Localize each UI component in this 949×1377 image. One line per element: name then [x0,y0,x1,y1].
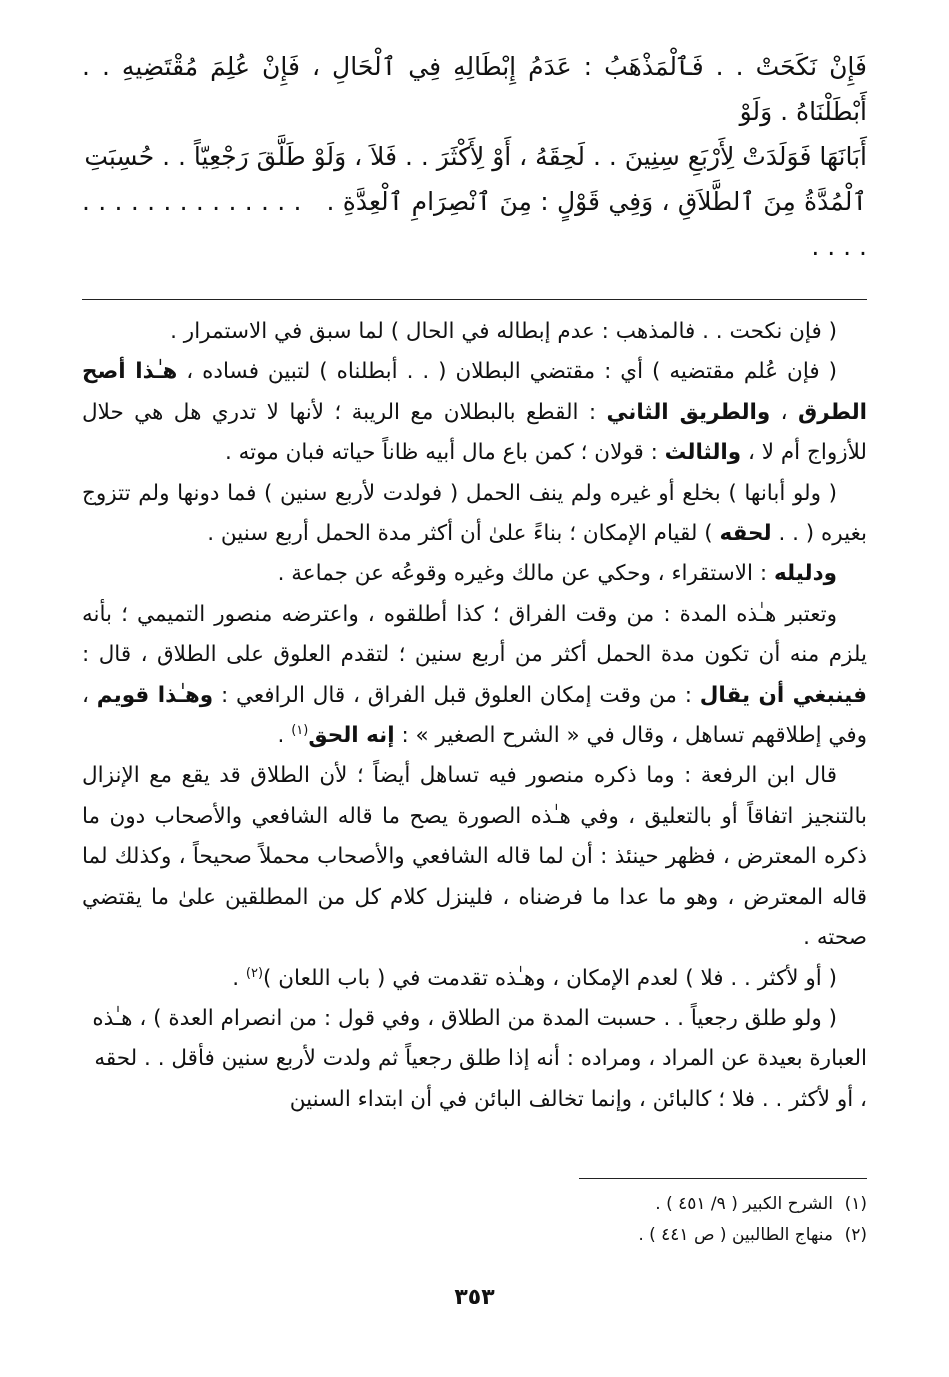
sharh-paragraph-8: ( ولو طلق رجعياً . . حسبت المدة من الطلاق ، وفي قول : من انصرام العدة ) ، هـٰذه العبارة بعيدة عن المراد ، ومراده : أنه إذا طلق رجعياً ثم ولدت لأربع سنين فأقل . . لحقه ، أو لأكثر . . فلا ؛ كالبائن ، وإنما تخالف البائن في أن ابتداء السنين [92,1005,867,1112]
sharh-p2-text-e: : القطع بالبطلان مع الريبة ؛ لأنها لا تدري هل هي حلال للأزواج أم لا ، [82,399,867,466]
sharh-p2-text-g: : قولان ؛ كمن باع مال أبيه ظاناً حياته فبان موته . [224,440,658,466]
sharh-p5-bold-d: وهـٰذا قويم [96,682,214,708]
sharh-text [82,312,867,1120]
matn-separator-rule [82,299,867,300]
footnote-separator-rule [579,1178,867,1179]
footnote-1-text: الشرح الكبير ( ٩/ ٤٥١ ) . [655,1194,833,1215]
sharh-paragraph-5 [82,595,867,757]
sharh-p5-bold-f: إنه الحق [308,723,395,749]
sharh-p3-text-c: ) لقيام الإمكان ؛ بناءً علىٰ أن أكثر مدة الحمل أربع سنين . [207,521,713,547]
sharh-p5-text-c: : من وقت إمكان العلوق قبل الفراق ، قال الرافعي : [220,682,692,708]
matn-line-2: أَبَانَهَا فَوَلَدَتْ لِأَرْبَعِ سِنِينَ . . لَحِقَهُ ، أَوْ لِأَكْثَرَ . . فَلاَ ، وَلَوْ طَلَّقَ رَجْعِيّاً . . حُسِبَتِ [84,142,867,171]
footnote-1-number: (١) [844,1194,867,1215]
sharh-p3-bold-b: لحقه [719,521,772,547]
sharh-p7-text-b: . [232,965,240,991]
sharh-paragraph-2 [82,352,867,473]
sharh-p5-text-e: ، وفي إطلاقهم تساهل ، وقال في « الشرح الصغير » : [82,682,867,749]
sharh-p5-bold-b: فينبغي أن يقال [699,682,867,708]
matn-text [82,44,867,269]
sharh-paragraph-6: قال ابن الرفعة : وما ذكره منصور فيه تساهل أيضاً ؛ لأن الطلاق قد يقع مع الإنزال بالتنجيز اتفاقاً أو بالتعليق ، وفي هـٰذه الصورة يصح ما قاله الشافعي والأصحاب دون ما ذكره المعترض ، فظهر حينئذ : أن لما قاله الشافعي والأصحاب محملاً صحيحاً ، وكذلك لما قاله المعترض ، وهو ما عدا ما فرضناه ، فلينزل كلام كل من المطلقين علىٰ ما يقتضي صحته . [82,763,867,951]
sharh-p2-bold-f: والثالث [664,440,742,466]
footnote-1 [82,1189,867,1220]
sharh-paragraph-1: ( فإن نكحت . . فالمذهب : عدم إبطاله في الحال ) لما سبق في الاستمرار . [170,319,837,344]
sharh-paragraph-7 [82,959,867,999]
footnote-ref-1[interactable]: (١) [291,722,309,738]
sharh-p5-text-g: . [277,723,285,749]
page-number: ٣٥٣ [454,1285,495,1310]
matn-line-3 [82,179,867,269]
matn-line-1: فَإِنْ نَكَحَتْ . . فَٱلْمَذْهَبُ : عَدَمُ إِبْطَالِهِ فِي ٱلْحَالِ ، فَإِنْ عُلِمَ مُقْتَضِيهِ . . أَبْطَلْنَاهُ . وَلَوْ [82,52,867,126]
sharh-p4-text-b: : الاستقراء ، وحكي عن مالك وغيره وقوعُه عن جماعة . [277,561,768,587]
footnote-2-number: (٢) [844,1225,867,1246]
sharh-p2-bold-d: والطريق الثاني [606,399,771,425]
sharh-paragraph-4 [82,554,867,594]
footnote-2 [82,1220,867,1251]
sharh-p2-bold-a: هـٰذا أصح الطرق [82,359,868,425]
footnotes [82,1189,867,1251]
sharh-p2-text-a: ( فإن عُلم مقتضيه ) أي : مقتضي البطلان ( . . أبطلناه ) لتبين فساده ، [186,359,838,385]
matn-line-3-text: ٱلْمُدَّةُ مِنَ ٱلطَّلاَقِ ، وَفِي قَوْلٍ : مِنَ ٱنْصِرَامِ ٱلْعِدَّةِ . [326,187,867,216]
footnote-ref-2[interactable]: (٢) [245,965,264,981]
sharh-p2-text-c: ، [780,399,788,425]
sharh-p5-text-a: وتعتبر هـٰذه المدة : من وقت الفراق ؛ كذا أطلقوه ، واعترضه منصور التميمي ؛ بأنه يلزم منه أن تكون مدة الحمل أكثر من أربع سنين ؛ لتقدم العلوق على الطلاق ، قال : [82,601,867,668]
sharh-p7-text-a: ( أو لأكثر . . فلا ) لعدم الإمكان ، وهـٰذه تقدمت في ( باب اللعان ) [263,965,837,991]
sharh-p4-bold-a: ودليله [773,561,837,587]
matn-dots: . . . . . . . . . . . . . . . . . . [82,187,867,261]
footnote-2-text: منهاج الطالبين ( ص ٤٤١ ) . [638,1225,833,1246]
sharh-p3-text-a: ( ولو أبانها ) بخلع أو غيره ولم ينف الحمل ( فولدت لأربع سنين ) فما دونها ولم تتزوج بغيره ( . . [82,480,867,547]
sharh-paragraph-3 [82,474,867,555]
